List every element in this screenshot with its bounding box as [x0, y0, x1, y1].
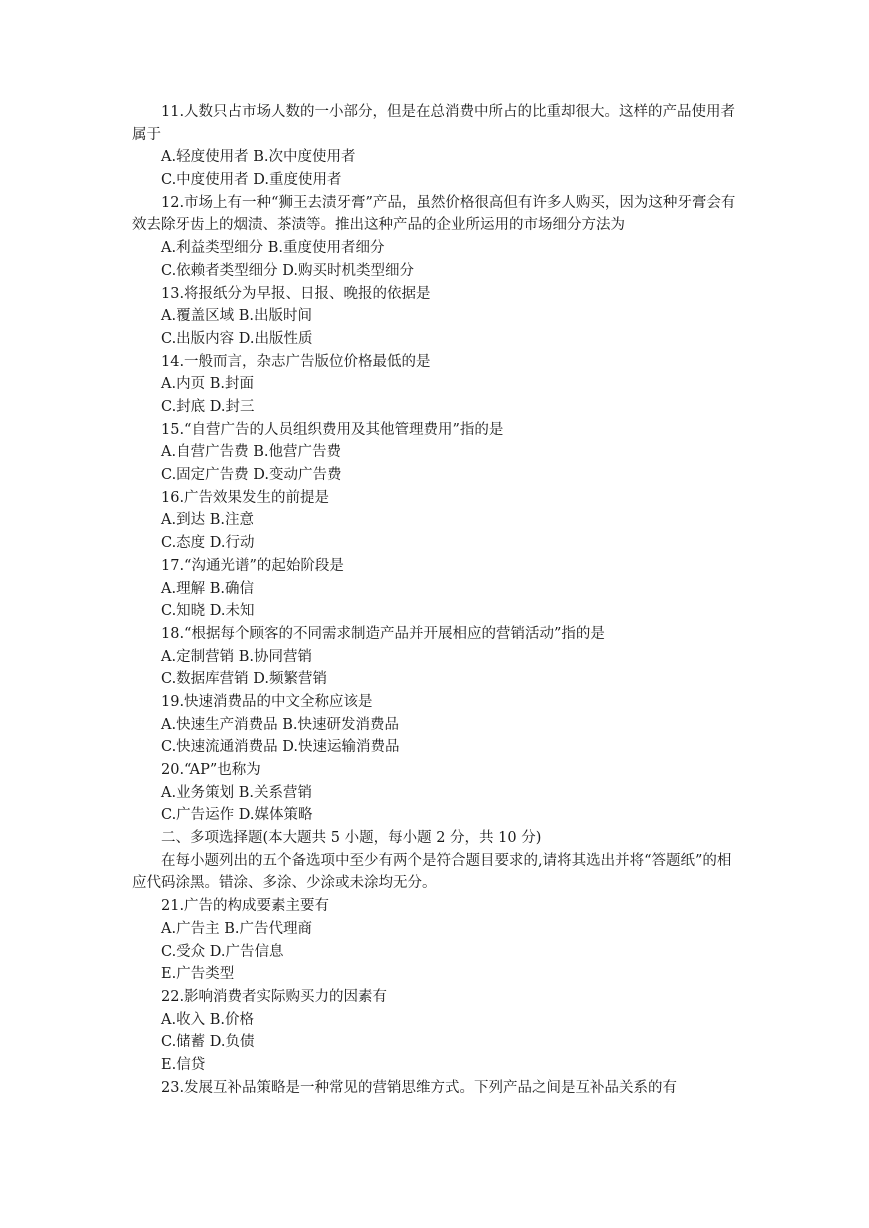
answer-options: A.到达 B.注意	[161, 512, 254, 529]
question-stem: 18.“根据每个顾客的不同需求制造产品并开展相应的营销活动”指的是	[161, 625, 605, 642]
exam-content	[132, 101, 737, 1099]
answer-options: C.广告运作 D.媒体策略	[161, 807, 313, 824]
answer-options: A.轻度使用者 B.次中度使用者	[161, 149, 356, 166]
question-stem: 19.快速消费品的中文全称应该是	[161, 693, 373, 710]
question-stem: 17.“沟通光谱”的起始阶段是	[161, 557, 344, 574]
answer-options: C.固定广告费 D.变动广告费	[161, 467, 342, 484]
answer-options: A.广告主 B.广告代理商	[161, 920, 312, 937]
question-stem: 13.将报纸分为早报、日报、晚报的依据是	[161, 285, 431, 302]
section-instruction: 在每小题列出的五个备选项中至少有两个是符合题目要求的,请将其选出并将“答题纸”的相应代码涂黑。错涂、多涂、少涂或未涂均无分。	[132, 852, 732, 892]
answer-options: C.封底 D.封三	[161, 399, 255, 415]
answer-options: E.广告类型	[161, 966, 235, 983]
answer-options: A.业务策划 B.关系营销	[161, 784, 312, 801]
answer-options: A.快速生产消费品 B.快速研发消费品	[161, 716, 399, 733]
question-stem: 23.发展互补品策略是一种常见的营销思维方式。下列产品之间是互补品关系的有	[161, 1079, 678, 1096]
answer-options: A.利益类型细分 B.重度使用者细分	[161, 240, 385, 257]
question-stem: 11.人数只占市场人数的一小部分，但是在总消费中所占的比重却很大。这样的产品使用者属于	[132, 104, 736, 143]
section-title: 二、多项选择题(本大题共 5 小题，每小题 2 分，共 10 分)	[161, 830, 542, 847]
answer-options: C.受众 D.广告信息	[161, 943, 284, 960]
question-stem: 15.“自营广告的人员组织费用及其他管理费用”指的是	[161, 421, 504, 438]
question-stem: 12.市场上有一种“狮王去渍牙膏”产品，虽然价格很高但有许多人购买，因为这种牙膏会有效去除牙齿上的烟渍、茶渍等。推出这种产品的企业所运用的市场细分方法为	[132, 194, 736, 234]
answer-options: C.态度 D.行动	[161, 535, 255, 552]
question-stem: 22.影响消费者实际购买力的因素有	[161, 988, 388, 1005]
answer-options: A.自营广告费 B.他营广告费	[161, 444, 341, 461]
answer-options: C.快速流通消费品 D.快速运输消费品	[161, 739, 400, 756]
question-stem: 21.广告的构成要素主要有	[161, 898, 330, 915]
answer-options: C.出版内容 D.出版性质	[161, 330, 313, 347]
answer-options: C.数据库营销 D.频繁营销	[161, 671, 328, 688]
answer-options: E.信贷	[161, 1056, 206, 1073]
answer-options: A.定制营销 B.协同营销	[161, 648, 312, 665]
answer-options: A.理解 B.确信	[161, 580, 254, 597]
answer-options: A.覆盖区域 B.出版时间	[161, 308, 312, 325]
answer-options: C.储蓄 D.负债	[161, 1034, 255, 1051]
question-stem: 20.“AP”也称为	[161, 762, 261, 778]
question-stem: 16.广告效果发生的前提是	[161, 489, 330, 506]
question-stem: 14.一般而言，杂志广告版位价格最低的是	[161, 353, 431, 370]
answer-options: A.收入 B.价格	[161, 1011, 254, 1028]
answer-options: A.内页 B.封面	[161, 376, 254, 393]
answer-options: C.中度使用者 D.重度使用者	[161, 172, 342, 189]
answer-options: C.依赖者类型细分 D.购买时机类型细分	[161, 262, 415, 279]
answer-options: C.知晓 D.未知	[161, 603, 255, 620]
